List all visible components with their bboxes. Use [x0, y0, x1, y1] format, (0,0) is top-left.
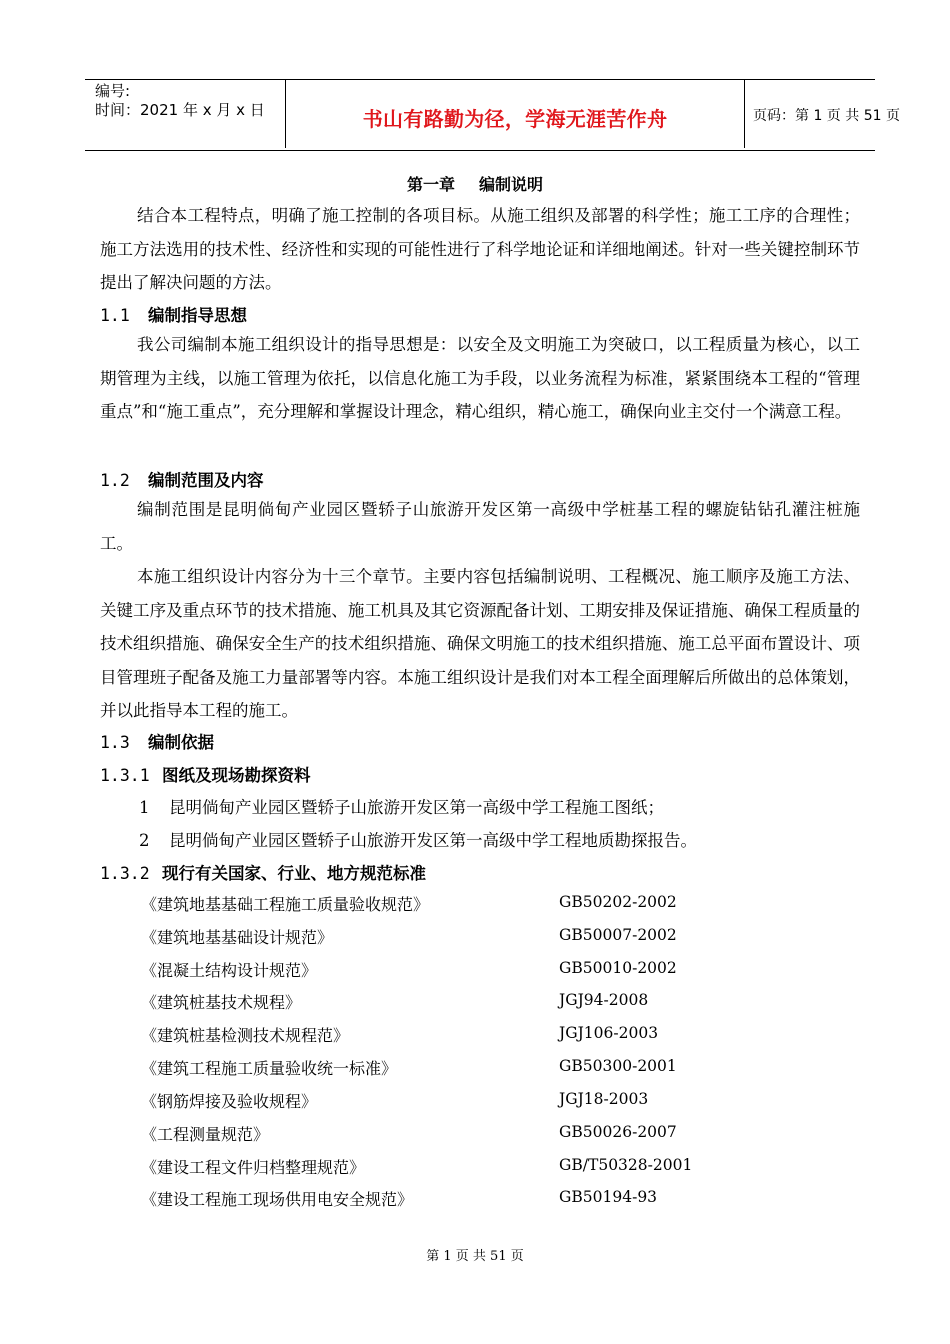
section-title: 图纸及现场勘探资料 [162, 766, 311, 785]
standard-code: GB50194-93 [559, 1188, 658, 1206]
section-heading-1-3-2 [100, 860, 426, 884]
standard-code: GB50026-2007 [559, 1123, 677, 1141]
section-number: 1.2 [100, 471, 130, 490]
standard-name: 《建设工程施工现场供用电安全规范》 [141, 1190, 414, 1209]
header-left [95, 82, 285, 120]
section-title: 编制指导思想 [148, 306, 247, 325]
doc-code-label: 编号: [95, 82, 131, 100]
section-1-2-paragraph-2: 本施工组织设计内容分为十三个章节。主要内容包括编制说明、工程概况、施工顺序及施工方法、关键工序及重点环节的技术措施、施工机具及其它资源配备计划、工期安排及保证措施、确保工程质量的技术组织措施、确保安全生产的技术组织措施、确保文明施工的技术组织措施、施工总平面布置设计、项目管理班子配备及施工力量部署等内容。本施工组织设计是我们对本工程全面理解后所做出的总体策划，并以此指导本工程的施工。 [100, 567, 860, 720]
section-title: 编制范围及内容 [148, 471, 264, 490]
standard-code: GB50300-2001 [559, 1057, 677, 1075]
doc-time-label: 时间：2021 年 x 月 x 日 [95, 101, 265, 119]
chapter-number: 第一章 [406, 175, 455, 194]
standard-name: 《建筑工程施工质量验收统一标准》 [141, 1059, 398, 1078]
list-item-number: 2 [139, 831, 150, 850]
section-1-2-paragraph-1: 编制范围是昆明倘甸产业园区暨轿子山旅游开发区第一高级中学桩基工程的螺旋钻钻孔灌注桩施工。 [100, 500, 860, 553]
standard-code: JGJ106-2003 [559, 1024, 659, 1042]
section-number: 1.3 [100, 733, 130, 752]
standard-code: GB/T50328-2001 [559, 1156, 693, 1174]
standard-code: GB50007-2002 [559, 926, 677, 944]
section-title: 编制依据 [148, 733, 214, 752]
list-item [139, 827, 697, 851]
standard-name: 《建设工程文件归档整理规范》 [141, 1158, 366, 1177]
standard-name: 《建筑桩基检测技术规程范》 [141, 1026, 350, 1045]
standard-name: 《钢筋焊接及验收规程》 [141, 1092, 318, 1111]
section-heading-1-3-1 [100, 762, 311, 786]
standard-code: JGJ18-2003 [559, 1090, 649, 1108]
header-motto-cell [285, 80, 745, 148]
section-title: 现行有关国家、行业、地方规范标准 [162, 864, 426, 883]
chapter-title: 编制说明 [479, 175, 544, 194]
standard-name: 《工程测量规范》 [141, 1125, 270, 1144]
list-item [139, 794, 664, 818]
standard-code: GB50202-2002 [559, 893, 677, 911]
standard-code: GB50010-2002 [559, 959, 677, 977]
header-page-info: 页码：第 1 页 共 51 页 [753, 108, 900, 124]
standard-name: 《建筑桩基技术规程》 [141, 993, 302, 1012]
section-heading-1-1 [100, 302, 247, 326]
list-item-text: 昆明倘甸产业园区暨轿子山旅游开发区第一高级中学工程地质勘探报告。 [169, 831, 697, 850]
section-heading-1-3 [100, 729, 214, 753]
section-number: 1.3.1 [100, 766, 150, 785]
list-item-number: 1 [139, 798, 150, 817]
section-heading-1-2 [100, 467, 264, 491]
page-header [85, 79, 900, 151]
standard-name: 《建筑地基基础设计规范》 [141, 928, 334, 947]
list-item-text: 昆明倘甸产业园区暨轿子山旅游开发区第一高级中学工程施工图纸； [169, 798, 664, 817]
section-number: 1.3.2 [100, 864, 150, 883]
standard-name: 《建筑地基基础工程施工质量验收规范》 [141, 895, 430, 914]
intro-paragraph: 结合本工程特点，明确了施工控制的各项目标。从施工组织及部署的科学性；施工工序的合理性；施工方法选用的技术性、经济性和实现的可能性进行了科学地论证和详细地阐述。针对一些关键控制环节提出了解决问题的方法。 [100, 206, 860, 292]
chapter-heading [0, 172, 950, 195]
header-motto: 书山有路勤为径，学海无涯苦作舟 [362, 107, 668, 131]
standard-name: 《混凝土结构设计规范》 [141, 961, 318, 980]
section-1-1-paragraph: 我公司编制本施工组织设计的指导思想是：以安全及文明施工为突破口，以工程质量为核心，以工期管理为主线，以施工管理为依托，以信息化施工为手段，以业务流程为标准，紧紧围绕本工程的“管理重点”和“施工重点”，充分理解和掌握设计理念，精心组织，精心施工，确保向业主交付一个满意工程。 [100, 335, 860, 421]
page-footer: 第 1 页 共 51 页 [426, 1249, 524, 1264]
section-number: 1.1 [100, 306, 130, 325]
standard-code: JGJ94-2008 [559, 991, 649, 1009]
